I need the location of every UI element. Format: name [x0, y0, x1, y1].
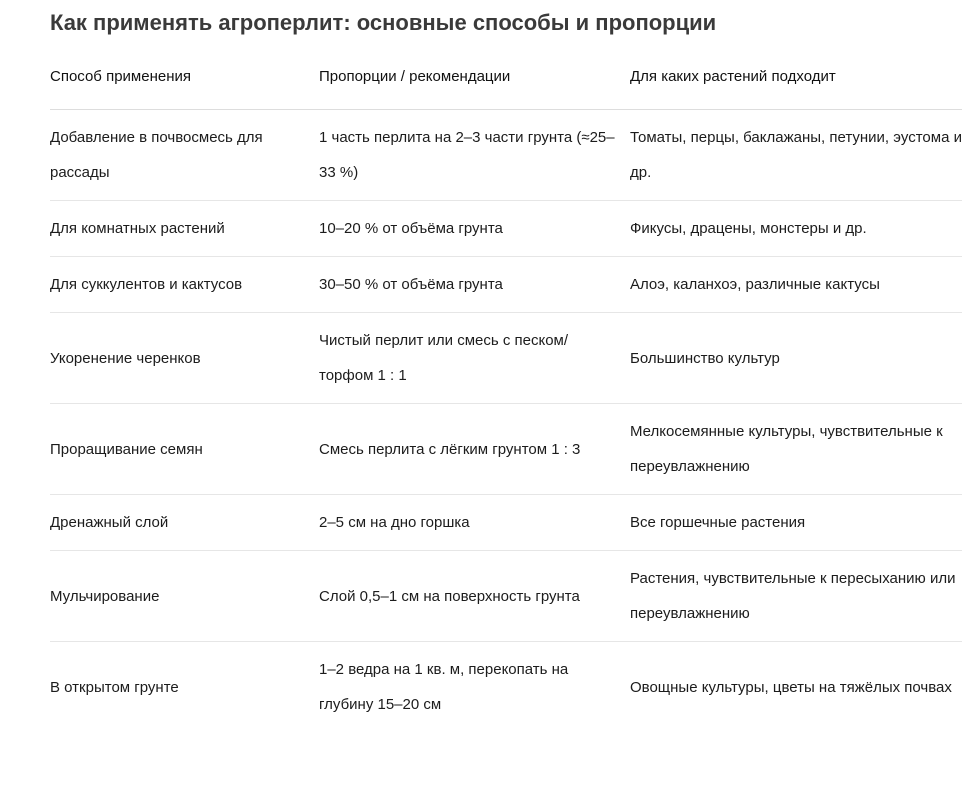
cell-plants: Большинство культур [630, 313, 962, 404]
cell-plants: Овощные культуры, цветы на тяжёлых почвах [630, 678, 952, 696]
cell-method: Для суккулентов и кактусов [50, 257, 319, 313]
cell-proportions: 1–2 ведра на 1 кв. м, перекопать на глубину 15–20 см [319, 661, 569, 713]
cell-proportions: Слой 0,5–1 см на поверхность грунта [319, 551, 630, 642]
cell-method: Для комнатных растений [50, 201, 319, 257]
cell-plants: Томаты, перцы, баклажаны, петунии, эустома и др. [630, 110, 962, 201]
cell-proportions: 30–50 % от объёма грунта [319, 257, 630, 313]
table-row [50, 495, 962, 551]
cell-method: В открытом грунте [50, 678, 179, 696]
cell-proportions: 10–20 % от объёма грунта [319, 201, 630, 257]
cell-method: Дренажный слой [50, 495, 319, 551]
column-header-proportions: Пропорции / рекомендации [319, 44, 630, 110]
cell-method: Укоренение черенков [50, 313, 319, 404]
cell-method: Мульчирование [50, 551, 319, 642]
table-row [50, 642, 962, 733]
cell-plants: Растения, чувствительные к пересыханию или переувлажнению [630, 551, 962, 642]
cell-proportions: 1 часть перлита на 2–3 части грунта (≈25–33 %) [319, 110, 630, 201]
table-row [50, 201, 962, 257]
column-header-plants: Для каких растений подходит [630, 44, 962, 110]
cell-method: Проращивание семян [50, 404, 319, 495]
column-header-method: Способ применения [50, 44, 319, 110]
cell-proportions: Смесь перлита с лёгким грунтом 1 : 3 [319, 404, 630, 495]
cell-method: Добавление в почвосмесь для рассады [50, 110, 319, 201]
cell-plants: Все горшечные растения [630, 495, 962, 551]
table-header-row [50, 44, 962, 110]
perlite-usage-table [50, 44, 962, 732]
table-row [50, 110, 962, 201]
section-title: Как применять агроперлит: основные способы и пропорции [50, 10, 717, 35]
table-row [50, 313, 962, 404]
cell-proportions: Чистый перлит или смесь с песком/торфом 1 : 1 [319, 313, 630, 404]
table-row [50, 551, 962, 642]
cell-plants: Фикусы, драцены, монстеры и др. [630, 201, 962, 257]
cell-plants: Алоэ, каланхоэ, различные кактусы [630, 257, 962, 313]
table-row [50, 257, 962, 313]
cell-proportions: 2–5 см на дно горшка [319, 495, 630, 551]
table-row [50, 404, 962, 495]
cell-plants: Мелкосемянные культуры, чувствительные к переувлажнению [630, 404, 962, 495]
